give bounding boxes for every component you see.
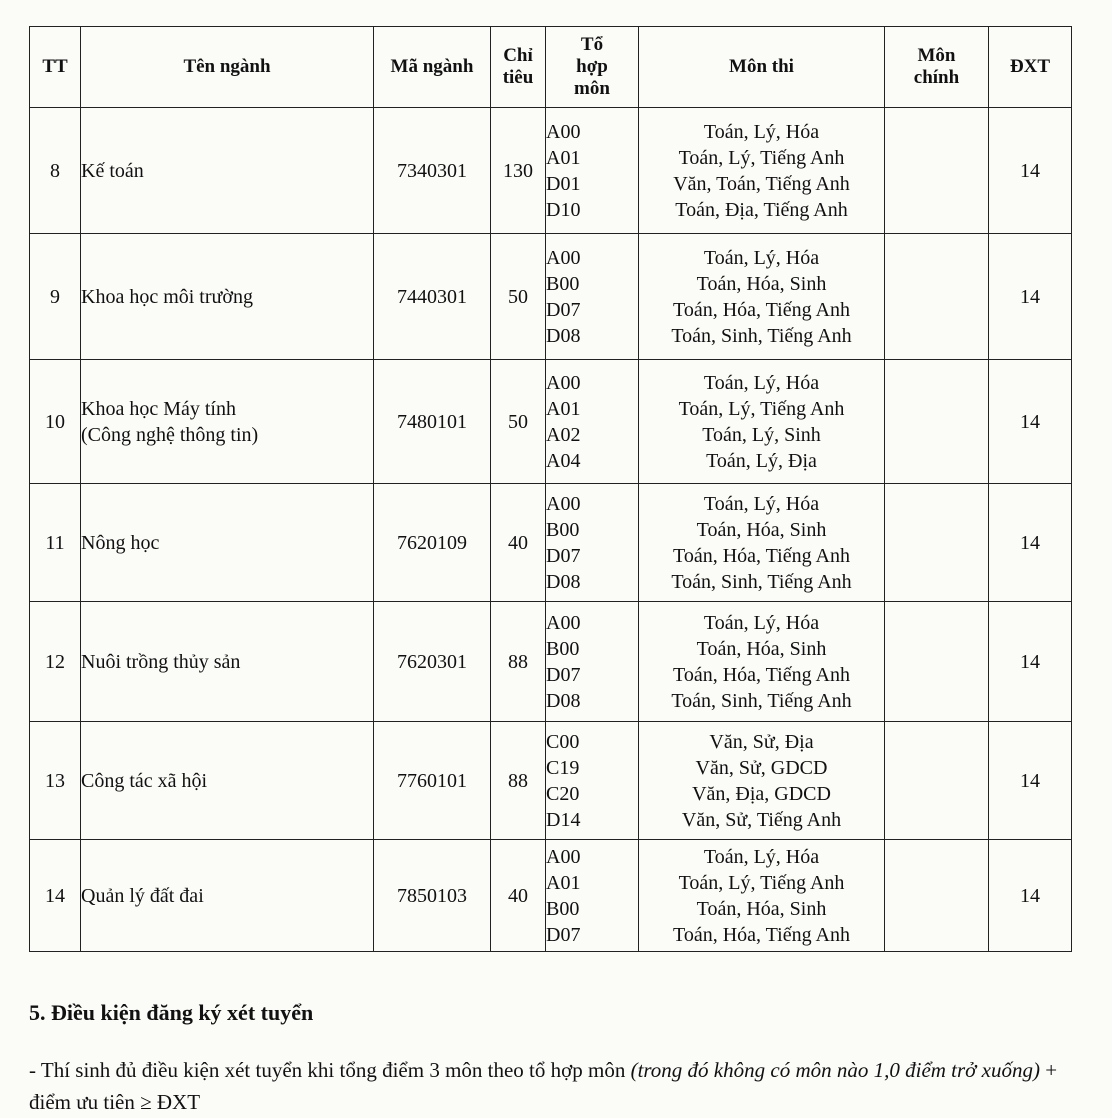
combo-code: A00 — [546, 246, 581, 269]
row-number: 13 — [45, 769, 65, 792]
cell-major-name — [81, 360, 374, 484]
major-name: Nuôi trồng thủy sản — [81, 650, 241, 673]
quota-value: 40 — [508, 884, 528, 907]
cell-tt — [30, 484, 81, 602]
paragraph-suffix: + điểm ưu tiên ≥ ĐXT — [29, 1058, 1058, 1114]
combo-code: A00 — [546, 492, 581, 515]
header-subjects: Môn thi — [639, 27, 885, 108]
combo-code: A01 — [546, 146, 581, 169]
cell-subjects — [639, 360, 885, 484]
combo-code: D07 — [546, 663, 581, 686]
admission-table — [29, 26, 1072, 952]
subject-list: Toán, Sinh, Tiếng Anh — [671, 570, 852, 593]
cell-dxt — [989, 360, 1072, 484]
subject-list: Toán, Lý, Tiếng Anh — [678, 146, 845, 169]
major-name: Kế toán — [81, 159, 144, 182]
subject-list: Toán, Hóa, Tiếng Anh — [673, 544, 850, 567]
subject-list: Toán, Lý, Hóa — [703, 492, 820, 515]
combo-code: D14 — [546, 808, 581, 831]
subject-list: Toán, Lý, Sinh — [702, 423, 821, 446]
cell-major-code — [374, 360, 491, 484]
cell-dxt — [989, 234, 1072, 360]
subject-list: Toán, Lý, Hóa — [703, 246, 820, 269]
subject-list: Toán, Sinh, Tiếng Anh — [671, 689, 852, 712]
subject-list: Toán, Địa, Tiếng Anh — [675, 198, 848, 221]
cell-subjects — [639, 484, 885, 602]
cell-combos — [546, 108, 639, 234]
cell-quota — [491, 234, 546, 360]
header-name: Tên ngành — [81, 27, 374, 108]
header-main: Môn chính — [885, 27, 989, 108]
combo-code: D08 — [546, 570, 581, 593]
major-name: Công tác xã hội — [81, 769, 208, 792]
row-number: 8 — [50, 159, 60, 182]
combo-code: A01 — [546, 871, 581, 894]
combo-code: C20 — [546, 782, 580, 805]
major-code: 7480101 — [397, 410, 467, 433]
cell-main-subject — [885, 234, 989, 360]
cell-main-subject — [885, 108, 989, 234]
cell-quota — [491, 360, 546, 484]
combo-code: A00 — [546, 611, 581, 634]
cell-major-name — [81, 840, 374, 952]
major-code: 7620109 — [397, 531, 467, 554]
cell-major-code — [374, 840, 491, 952]
cell-tt — [30, 602, 81, 722]
cell-major-code — [374, 722, 491, 840]
cell-main-subject — [885, 602, 989, 722]
section-heading: 5. Điều kiện đăng ký xét tuyển — [29, 1000, 314, 1025]
cell-major-name — [81, 108, 374, 234]
cell-tt — [30, 108, 81, 234]
combo-code: A02 — [546, 423, 581, 446]
cell-major-code — [374, 602, 491, 722]
dxt-score: 14 — [1020, 884, 1040, 907]
cell-tt — [30, 234, 81, 360]
subject-list: Toán, Lý, Hóa — [703, 371, 820, 394]
admission-conditions-section — [29, 1000, 1079, 1118]
combo-code: A00 — [546, 845, 581, 868]
combo-code: A00 — [546, 120, 581, 143]
major-name: Khoa học môi trường — [81, 285, 253, 308]
subject-list: Văn, Sử, GDCD — [695, 756, 828, 779]
dxt-score: 14 — [1020, 769, 1040, 792]
subject-list: Văn, Địa, GDCD — [692, 782, 831, 805]
cell-combos — [546, 722, 639, 840]
subject-list: Văn, Sử, Tiếng Anh — [681, 808, 842, 831]
subject-list: Toán, Hóa, Sinh — [696, 272, 827, 295]
cell-main-subject — [885, 840, 989, 952]
dxt-score: 14 — [1020, 650, 1040, 673]
major-name: Quản lý đất đai — [81, 884, 204, 907]
subject-list: Văn, Sử, Địa — [709, 730, 814, 753]
combo-code: C00 — [546, 730, 580, 753]
major-name: Nông học — [81, 531, 160, 554]
row-number: 12 — [45, 650, 65, 673]
quota-value: 88 — [508, 650, 528, 673]
cell-dxt — [989, 108, 1072, 234]
combo-code: D10 — [546, 198, 581, 221]
table-row — [30, 722, 1072, 840]
cell-tt — [30, 360, 81, 484]
subject-list: Toán, Sinh, Tiếng Anh — [671, 324, 852, 347]
header-tt: TT — [30, 27, 81, 108]
subject-list: Toán, Lý, Hóa — [703, 611, 820, 634]
row-number: 10 — [45, 410, 65, 433]
combo-code: B00 — [546, 518, 580, 541]
subject-list: Toán, Lý, Địa — [706, 449, 817, 472]
combo-code: A00 — [546, 371, 581, 394]
cell-major-code — [374, 234, 491, 360]
cell-dxt — [989, 484, 1072, 602]
table-row — [30, 840, 1072, 952]
cell-subjects — [639, 108, 885, 234]
row-number: 9 — [50, 285, 60, 308]
combo-code: B00 — [546, 637, 580, 660]
cell-major-name — [81, 602, 374, 722]
combo-code: A01 — [546, 397, 581, 420]
cell-quota — [491, 840, 546, 952]
cell-major-name — [81, 722, 374, 840]
combo-code: B00 — [546, 272, 580, 295]
quota-value: 50 — [508, 410, 528, 433]
header-combo: Tổ hợp môn — [546, 27, 639, 108]
major-name: Khoa học Máy tính — [81, 397, 236, 420]
cell-combos — [546, 360, 639, 484]
cell-tt — [30, 840, 81, 952]
row-number: 11 — [45, 531, 65, 554]
cell-subjects — [639, 234, 885, 360]
major-code: 7760101 — [397, 769, 467, 792]
header-code: Mã ngành — [374, 27, 491, 108]
subject-list: Toán, Hóa, Tiếng Anh — [673, 923, 850, 946]
header-dxt: ĐXT — [989, 27, 1072, 108]
combo-code: A04 — [546, 449, 581, 472]
quota-value: 88 — [508, 769, 528, 792]
subject-list: Toán, Lý, Hóa — [703, 845, 820, 868]
major-code: 7440301 — [397, 285, 467, 308]
cell-dxt — [989, 602, 1072, 722]
cell-main-subject — [885, 360, 989, 484]
cell-combos — [546, 234, 639, 360]
combo-code: D07 — [546, 298, 581, 321]
combo-code: C19 — [546, 756, 580, 779]
cell-dxt — [989, 840, 1072, 952]
subject-list: Toán, Lý, Tiếng Anh — [678, 871, 845, 894]
subject-list: Toán, Hóa, Tiếng Anh — [673, 663, 850, 686]
table-body — [30, 108, 1072, 952]
major-code: 7340301 — [397, 159, 467, 182]
major-code: 7620301 — [397, 650, 467, 673]
combo-code: D08 — [546, 689, 581, 712]
dxt-score: 14 — [1020, 531, 1040, 554]
dxt-score: 14 — [1020, 159, 1040, 182]
subject-list: Toán, Hóa, Sinh — [696, 637, 827, 660]
table-row — [30, 234, 1072, 360]
section-paragraph — [29, 1054, 1079, 1118]
cell-subjects — [639, 840, 885, 952]
cell-major-name — [81, 484, 374, 602]
table-row — [30, 484, 1072, 602]
cell-subjects — [639, 722, 885, 840]
combo-code: D07 — [546, 923, 581, 946]
combo-code: B00 — [546, 897, 580, 920]
combo-code: D08 — [546, 324, 581, 347]
quota-value: 40 — [508, 531, 528, 554]
subject-list: Văn, Toán, Tiếng Anh — [673, 172, 850, 195]
paragraph-prefix: - Thí sinh đủ điều kiện xét tuyển khi tổng điểm 3 môn theo tổ hợp môn — [29, 1058, 631, 1082]
cell-major-name — [81, 234, 374, 360]
cell-major-code — [374, 108, 491, 234]
cell-combos — [546, 840, 639, 952]
major-name-detail: (Công nghệ thông tin) — [81, 423, 259, 446]
cell-tt — [30, 722, 81, 840]
table-row — [30, 108, 1072, 234]
cell-quota — [491, 602, 546, 722]
combo-code: D07 — [546, 544, 581, 567]
cell-subjects — [639, 602, 885, 722]
cell-quota — [491, 108, 546, 234]
cell-quota — [491, 722, 546, 840]
combo-code: D01 — [546, 172, 581, 195]
quota-value: 130 — [503, 159, 533, 182]
cell-dxt — [989, 722, 1072, 840]
cell-combos — [546, 484, 639, 602]
cell-combos — [546, 602, 639, 722]
paragraph-italic: (trong đó không có môn nào 1,0 điểm trở xuống) — [630, 1058, 1040, 1082]
cell-major-code — [374, 484, 491, 602]
subject-list: Toán, Hóa, Tiếng Anh — [673, 298, 850, 321]
subject-list: Toán, Hóa, Sinh — [696, 518, 827, 541]
subject-list: Toán, Hóa, Sinh — [696, 897, 827, 920]
header-quota: Chỉ tiêu — [491, 27, 546, 108]
cell-quota — [491, 484, 546, 602]
dxt-score: 14 — [1020, 410, 1040, 433]
cell-main-subject — [885, 484, 989, 602]
subject-list: Toán, Lý, Tiếng Anh — [678, 397, 845, 420]
subject-list: Toán, Lý, Hóa — [703, 120, 820, 143]
dxt-score: 14 — [1020, 285, 1040, 308]
quota-value: 50 — [508, 285, 528, 308]
table-row — [30, 360, 1072, 484]
table-header-row — [30, 27, 1072, 108]
cell-main-subject — [885, 722, 989, 840]
major-code: 7850103 — [397, 884, 467, 907]
row-number: 14 — [45, 884, 65, 907]
table-row — [30, 602, 1072, 722]
